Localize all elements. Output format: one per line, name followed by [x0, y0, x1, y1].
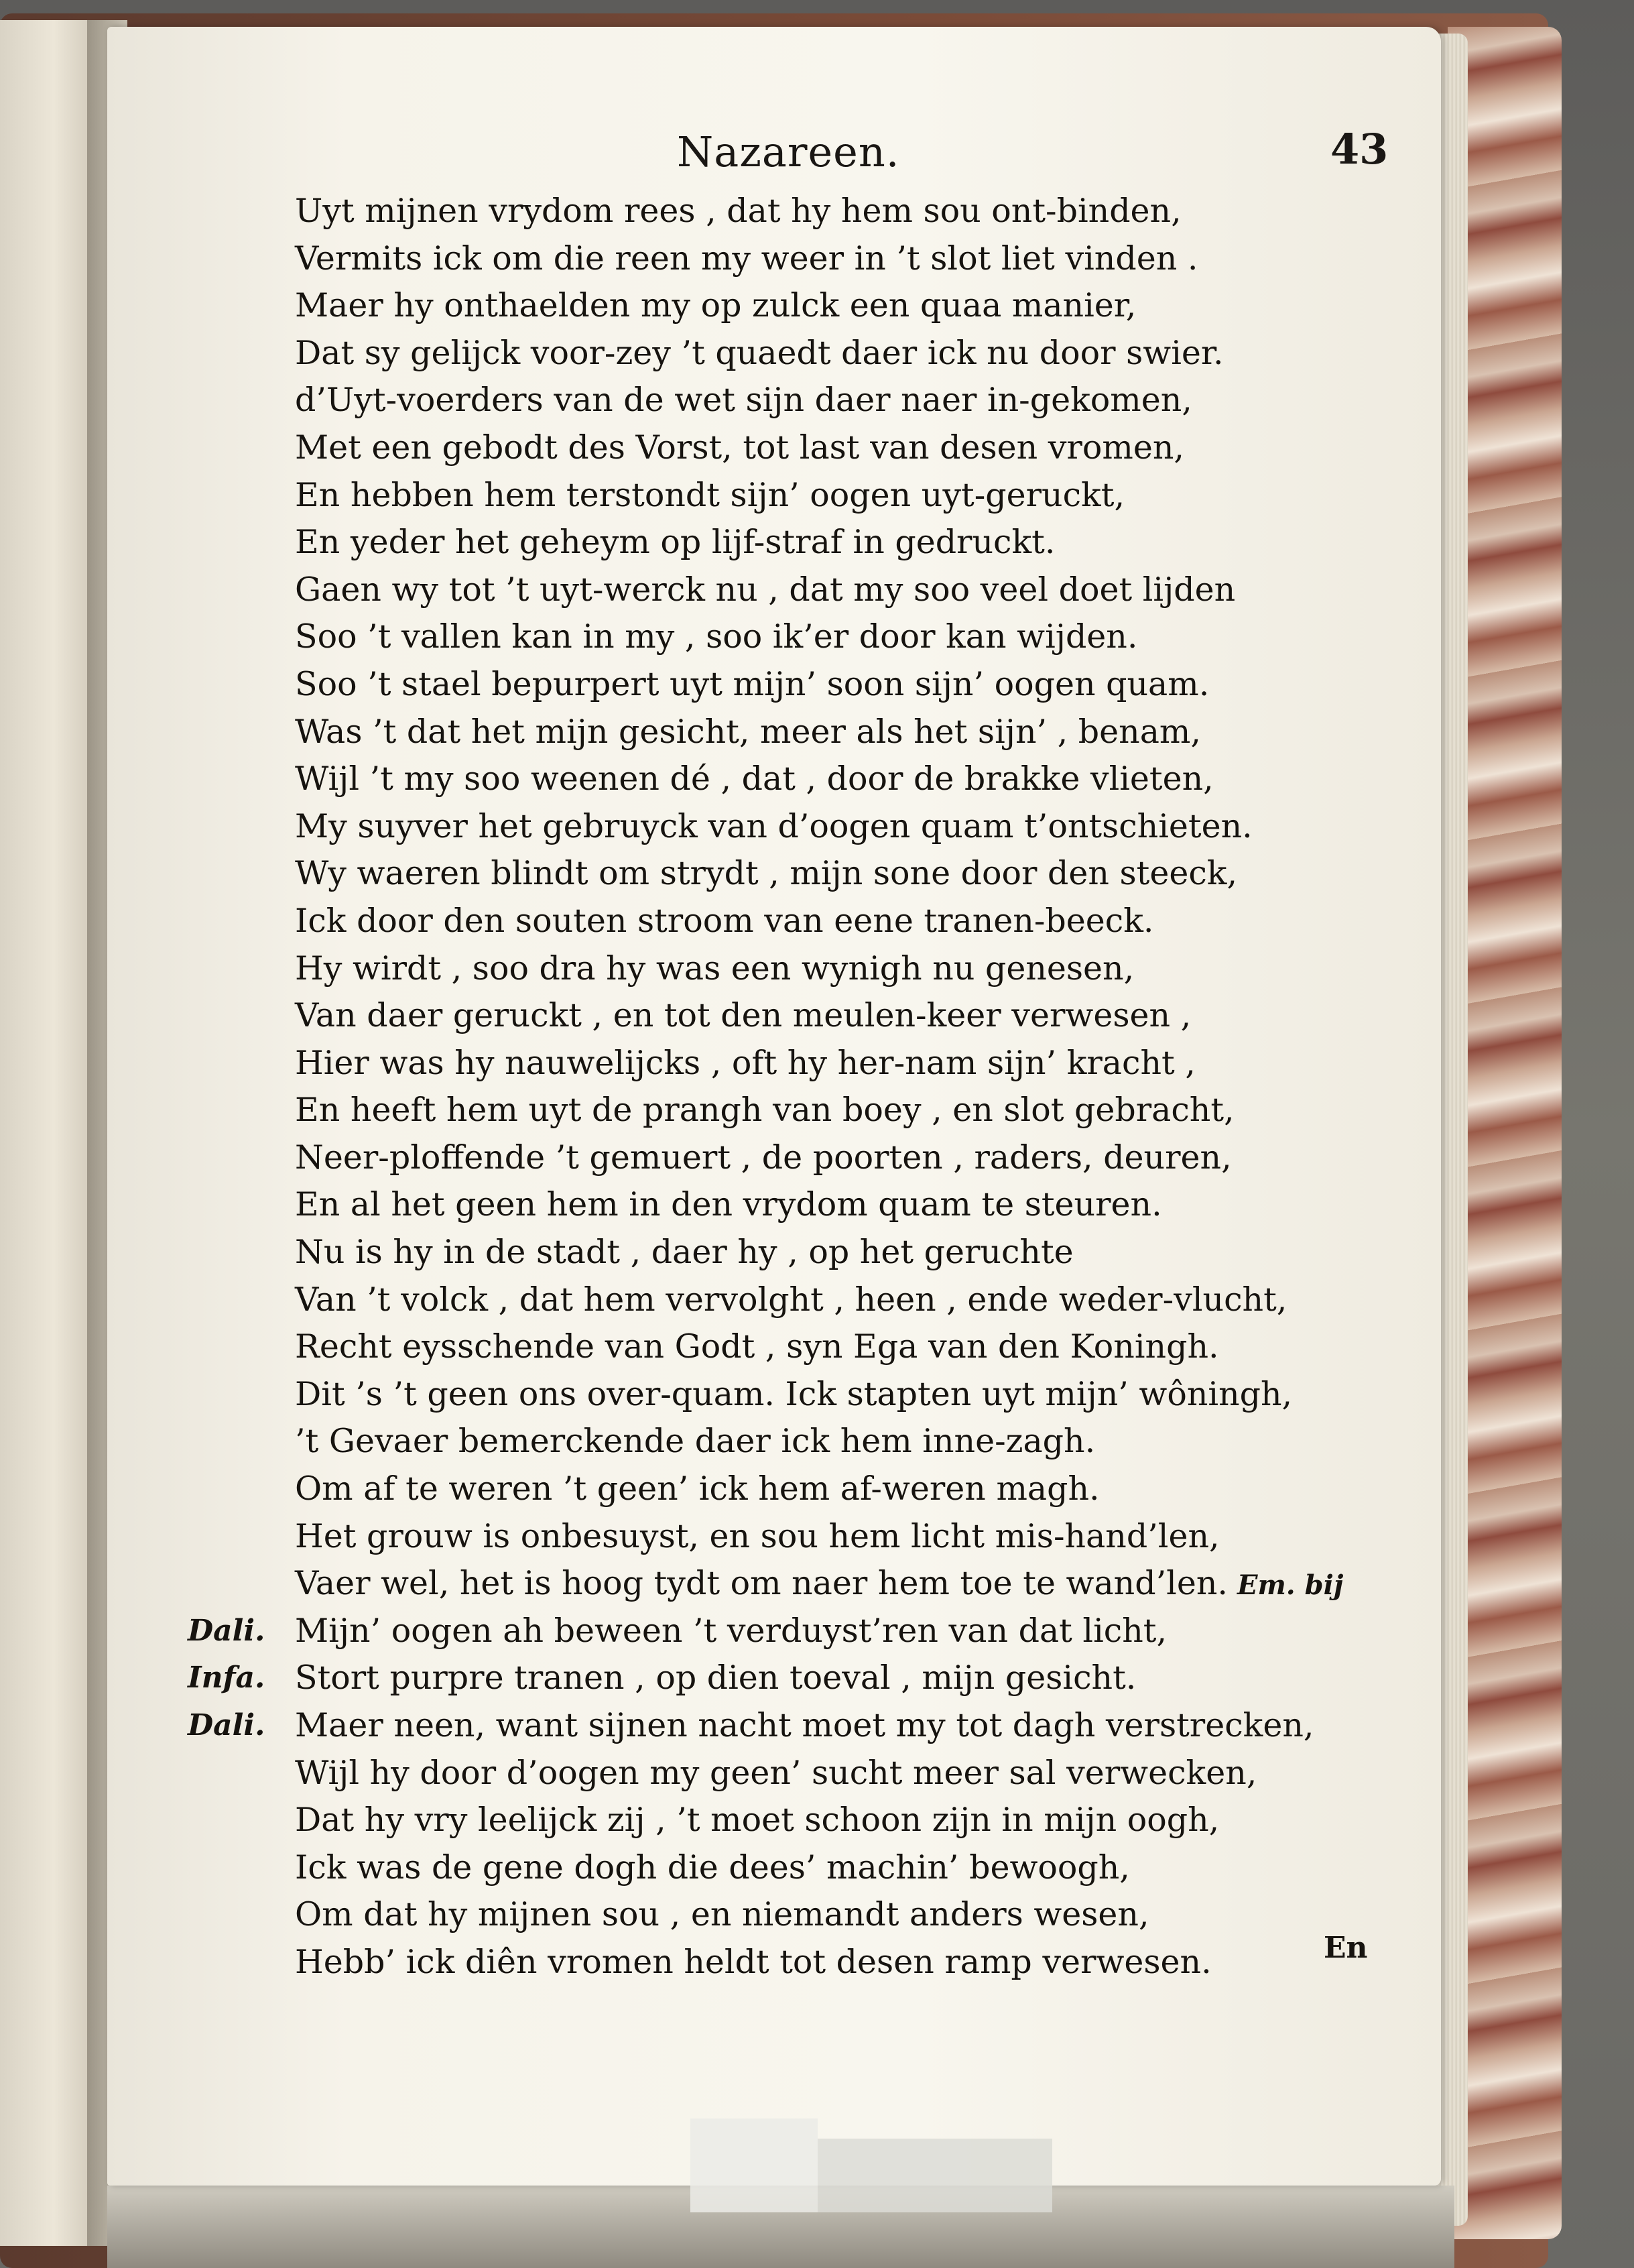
printed-page — [107, 27, 1441, 2186]
verse-text — [295, 1276, 1287, 1324]
verse-line-text: Vaer wel, het is hoog tydt om naer hem toe te wand’len. — [295, 1564, 1228, 1603]
verse-line-text: Wy waeren blindt om strydt , mijn sone door den steeck, — [295, 854, 1238, 893]
verse-text — [295, 377, 1192, 424]
verse-line — [188, 1513, 1421, 1561]
verse-text — [295, 566, 1235, 614]
verse-line-text: Vermits ick om die reen my weer in ’t slot liet vinden . — [295, 239, 1198, 278]
verse-line — [188, 188, 1421, 235]
verse-line-text: d’Uyt-voerders van de wet sijn daer naer in-gekomen, — [295, 381, 1192, 420]
verse-line — [188, 1323, 1421, 1371]
verse-text — [295, 709, 1201, 756]
verse-line — [188, 1181, 1421, 1229]
verse-line — [188, 1750, 1421, 1797]
verse-text — [295, 1939, 1212, 1986]
verse-text — [295, 519, 1055, 566]
verse-line-text: Van ’t volck , dat hem vervolght , heen , ende weder-vlucht, — [295, 1280, 1287, 1319]
verse-line-text: Ick was de gene dogh die dees’ machin’ bewoogh, — [295, 1848, 1130, 1887]
verse-line — [188, 330, 1421, 377]
verse-line — [188, 613, 1421, 661]
verse-text — [295, 1371, 1292, 1419]
verse-line — [188, 898, 1421, 945]
verse-text — [295, 330, 1224, 377]
verse-line — [188, 1702, 1421, 1750]
verse-line — [188, 1418, 1421, 1466]
verse-line-text: Recht eysschende van Godt , syn Ega van den Koningh. — [295, 1327, 1219, 1366]
verse-line-text: Dat hy vry leelijck zij , ’t moet schoon zijn in mijn oogh, — [295, 1801, 1220, 1840]
verse-text — [295, 1655, 1136, 1702]
page-header — [107, 127, 1441, 181]
verse-text — [295, 945, 1134, 993]
speaker-label: Dali. — [188, 1613, 265, 1648]
verse-line — [188, 945, 1421, 993]
verse-line — [188, 850, 1421, 898]
verse-line-text: Om af te weren ’t geen’ ick hem af-weren magh. — [295, 1470, 1100, 1508]
verse-line — [188, 1466, 1421, 1513]
verse-line-text: Neer-ploffende ’t gemuert , de poorten , raders, deuren, — [295, 1138, 1232, 1177]
verse-line-text: ’t Gevaer bemerckende daer ick hem inne-zagh. — [295, 1422, 1096, 1461]
verse-text — [295, 756, 1214, 803]
verse-line-text: Hier was hy nauwelijcks , oft hy her-nam sijn’ kracht , — [295, 1043, 1196, 1082]
verse-line-text: En al het geen hem in den vrydom quam te steuren. — [295, 1185, 1162, 1224]
verse-line — [188, 1939, 1421, 1986]
running-head: Nazareen. — [677, 127, 900, 176]
verse-text — [295, 1181, 1162, 1229]
verse-text — [295, 1418, 1095, 1466]
page-number: 43 — [1330, 125, 1389, 174]
verse-line-text: Dat sy gelijck voor-zey ’t quaedt daer ick nu door swier. — [295, 333, 1224, 372]
verse-line — [188, 1134, 1421, 1182]
verse-line-text: Dit ’s ’t geen ons over-quam. Ick stapten uyt mijn’ wôningh, — [295, 1374, 1293, 1413]
verse-text — [295, 235, 1198, 283]
verse-text — [295, 188, 1182, 235]
page-marker-tab — [818, 2139, 1052, 2212]
verse-line-text: Hebb’ ick diên vromen heldt tot desen ramp verwesen. — [295, 1942, 1212, 1981]
verse-text — [295, 1323, 1219, 1371]
verse-line — [188, 1844, 1421, 1892]
verse-line — [188, 519, 1421, 566]
verse-line — [188, 566, 1421, 614]
verse-line-text: Uyt mijnen vrydom rees , dat hy hem sou ont-binden, — [295, 192, 1182, 230]
verse-line — [188, 1655, 1421, 1702]
verse-line — [188, 992, 1421, 1040]
verse-line-text: Mijn’ oogen ah beween ’t verduyst’ren van dat licht, — [295, 1611, 1168, 1650]
verse-line-text: En heeft hem uyt de prangh van boey , en slot gebracht, — [295, 1091, 1235, 1130]
verse-text — [295, 803, 1253, 851]
verse-line — [188, 1891, 1421, 1939]
verse-line — [188, 1608, 1421, 1655]
verse-line-text: Van daer geruckt , en tot den meulen-keer verwesen , — [295, 996, 1192, 1035]
speaker-label: Dali. — [188, 1708, 265, 1742]
verse-text — [295, 1797, 1219, 1844]
verse-line-text: Wijl hy door d’oogen my geen’ sucht meer sal verwecken, — [295, 1753, 1257, 1792]
verse-text — [295, 992, 1191, 1040]
verse-line-text: Hy wirdt , soo dra hy was een wynigh nu genesen, — [295, 949, 1135, 988]
verse-text — [295, 1560, 1343, 1610]
verse-line — [188, 424, 1421, 472]
verse-line-text: Gaen wy tot ’t uyt-werck nu , dat my soo veel doet lijden — [295, 570, 1236, 609]
verse-line-text: Was ’t dat het mijn gesicht, meer als het sijn’ , benam, — [295, 712, 1201, 751]
verse-text — [295, 1087, 1235, 1134]
verse-text — [295, 1513, 1220, 1561]
verse-line — [188, 1560, 1421, 1608]
verse-line-text: Wijl ’t my soo weenen dé , dat , door de brakke vlieten, — [295, 760, 1214, 798]
verse-text — [295, 661, 1209, 709]
verse-line — [188, 1229, 1421, 1276]
verse-line-text: Met een gebodt des Vorst, tot last van desen vromen, — [295, 428, 1184, 467]
stage-direction: Em. bij — [1237, 1569, 1344, 1602]
verse-line-text: En yeder het geheym op lijf-straf in gedruckt. — [295, 523, 1056, 562]
verse-text — [295, 282, 1136, 330]
verse-text — [295, 424, 1184, 472]
verse-line-text: Soo ’t stael bepurpert uyt mijn’ soon sijn’ oogen quam. — [295, 664, 1210, 703]
verse-line-text: Om dat hy mijnen sou , en niemandt anders wesen, — [295, 1895, 1149, 1934]
verse-line — [188, 377, 1421, 424]
verse-text — [295, 1750, 1257, 1797]
verse-line-text: Nu is hy in de stadt , daer hy , op het geruchte — [295, 1233, 1074, 1272]
verse-text — [295, 1040, 1196, 1087]
verse-line — [188, 1797, 1421, 1844]
verse-text — [295, 613, 1137, 661]
verse-line-text: En hebben hem terstondt sijn’ oogen uyt-geruckt, — [295, 475, 1125, 514]
verse-text — [295, 1844, 1130, 1892]
verse-line-text: Het grouw is onbesuyst, en sou hem licht mis-hand’len, — [295, 1516, 1220, 1555]
verse-line — [188, 1371, 1421, 1419]
verse-text — [295, 1466, 1100, 1513]
verse-line — [188, 756, 1421, 803]
verse-line-text: Stort purpre tranen , op dien toeval , mijn gesicht. — [295, 1659, 1137, 1697]
verse-line-text: Ick door den souten stroom van eene tranen-beeck. — [295, 901, 1154, 940]
verse-text — [295, 1229, 1074, 1276]
verse-line — [188, 472, 1421, 520]
page-marker-tab — [690, 2118, 818, 2212]
verse-line — [188, 1087, 1421, 1134]
verse-line — [188, 1276, 1421, 1324]
verse-line-text: My suyver het gebruyck van d’oogen quam t’ontschieten. — [295, 807, 1253, 845]
speaker-label: Infa. — [188, 1661, 265, 1695]
verse-line — [188, 709, 1421, 756]
catchword: En — [1324, 1931, 1368, 1965]
verse-line-text: Maer neen, want sijnen nacht moet my tot dagh verstrecken, — [295, 1706, 1314, 1744]
verse-text-block — [188, 188, 1421, 1986]
verse-text — [295, 1702, 1314, 1750]
verse-line-text: Soo ’t vallen kan in my , soo ik’er door kan wijden. — [295, 617, 1138, 656]
verse-text — [295, 1134, 1232, 1182]
verse-line — [188, 235, 1421, 283]
verse-line — [188, 1040, 1421, 1087]
verse-line — [188, 661, 1421, 709]
verse-text — [295, 1608, 1167, 1655]
verse-line-text: Maer hy onthaelden my op zulck een quaa manier, — [295, 286, 1137, 325]
verse-line — [188, 803, 1421, 851]
verse-line — [188, 282, 1421, 330]
verse-text — [295, 1891, 1149, 1939]
verse-text — [295, 850, 1237, 898]
verse-text — [295, 472, 1125, 520]
verse-text — [295, 898, 1154, 945]
